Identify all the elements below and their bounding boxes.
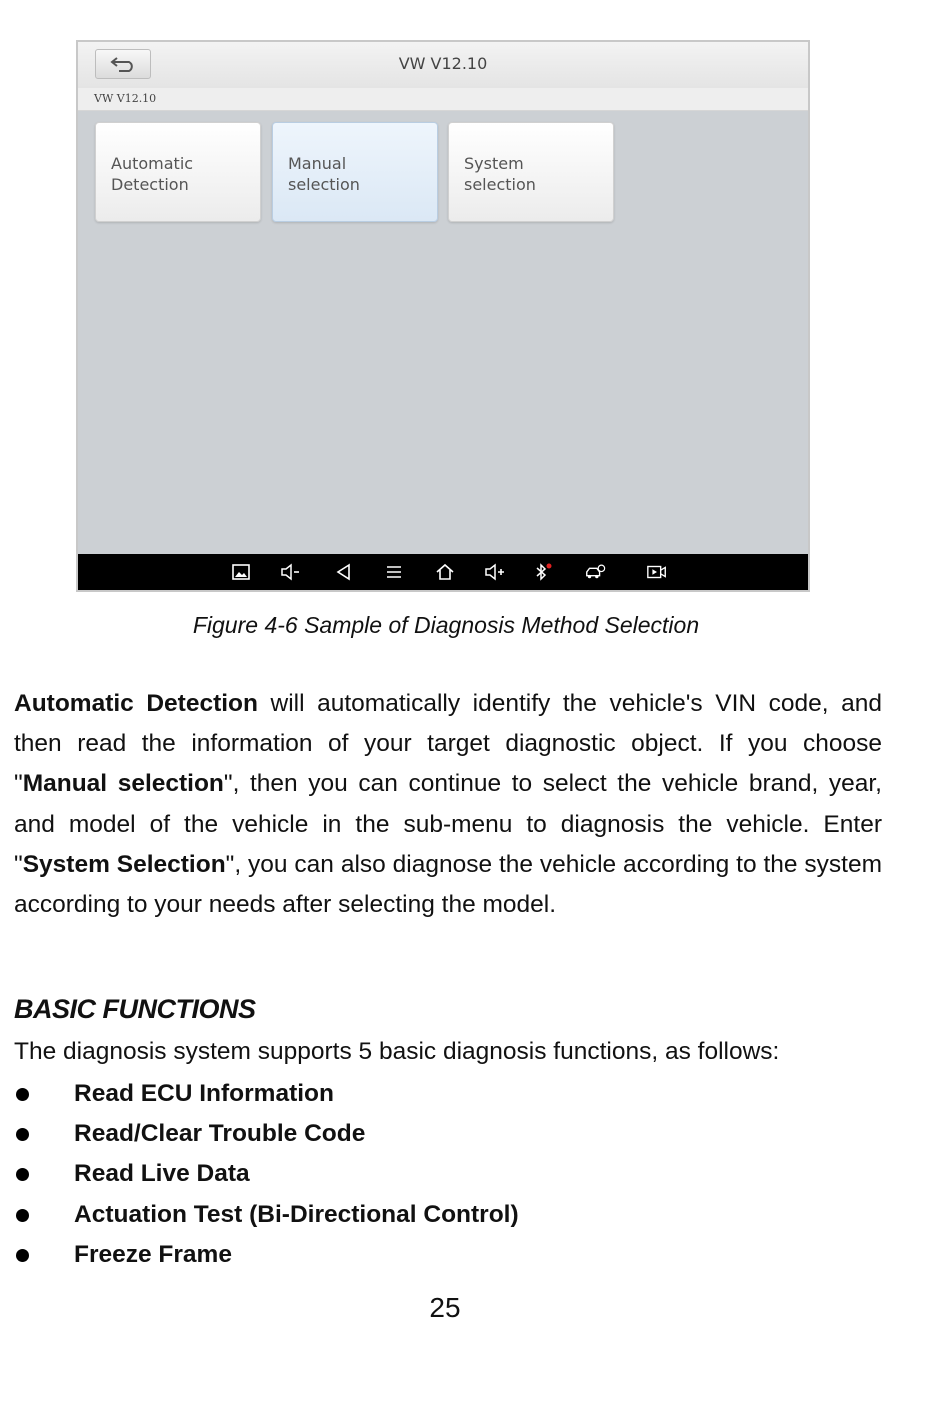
menu-icon[interactable] (383, 562, 405, 582)
screen-record-icon[interactable] (646, 562, 668, 582)
tile-label: Automatic Detection (111, 154, 194, 194)
function-list (14, 1074, 519, 1275)
list-item-text: Actuation Test (Bi-Directional Control) (74, 1200, 519, 1228)
app-title: VW V12.10 (398, 54, 488, 73)
list-item (14, 1114, 519, 1154)
page-number: 25 (429, 1292, 461, 1323)
diagnosis-screenshot (76, 40, 810, 592)
list-item-text: Read/Clear Trouble Code (74, 1120, 366, 1148)
vehicle-connection-icon[interactable] (584, 562, 606, 582)
android-nav-bar (78, 554, 808, 590)
manual-selection-tile[interactable] (272, 122, 438, 222)
list-item (14, 1235, 519, 1275)
bold-automatic-detection: Automatic Detection (14, 690, 258, 717)
section-intro: The diagnosis system supports 5 basic diagnosis functions, as follows: (14, 1038, 780, 1065)
section-heading: BASIC FUNCTIONS (14, 994, 256, 1024)
bullet-icon (16, 1249, 29, 1262)
system-selection-tile[interactable] (448, 122, 614, 222)
list-item-text: Freeze Frame (74, 1240, 232, 1268)
list-item (14, 1195, 519, 1235)
body-text-2: ", then you can continue to select the vehicle brand, year, and model of the vehicle in the sub-menu to diagnosis the vehicle. Enter " (14, 770, 882, 878)
tile-label: System selection (464, 154, 536, 194)
list-item (14, 1074, 519, 1114)
list-item-text: Read Live Data (74, 1160, 250, 1188)
bullet-icon (16, 1209, 29, 1222)
bullet-icon (16, 1168, 29, 1181)
back-triangle-icon[interactable] (333, 562, 355, 582)
home-icon[interactable] (434, 562, 456, 582)
body-text-1: will automatically identify the vehicle's VIN code, and then read the information of your target diagnostic object. If you choose " (14, 690, 882, 798)
breadcrumb-bar (78, 88, 808, 111)
volume-up-icon[interactable] (484, 562, 506, 582)
bluetooth-icon[interactable] (532, 562, 554, 582)
bold-manual-selection: Manual selection (22, 770, 224, 798)
bold-system-selection: System Selection (22, 850, 226, 878)
volume-down-icon[interactable] (280, 562, 302, 582)
screenshot-icon[interactable] (230, 562, 252, 582)
bullet-icon (16, 1128, 29, 1141)
list-item-text: Read ECU Information (74, 1080, 334, 1107)
bullet-icon (16, 1088, 29, 1101)
breadcrumb: VW V12.10 (94, 92, 157, 105)
automatic-detection-tile[interactable] (95, 122, 261, 222)
list-item (14, 1154, 519, 1194)
figure-caption: Figure 4-6 Sample of Diagnosis Method Selection (192, 612, 700, 638)
body-paragraph (14, 684, 882, 925)
tile-label: Manual selection (288, 154, 360, 194)
body-text-3: ", you can also diagnose the vehicle according to the system according to your needs after selecting the model. (14, 850, 882, 919)
title-bar (78, 42, 808, 89)
